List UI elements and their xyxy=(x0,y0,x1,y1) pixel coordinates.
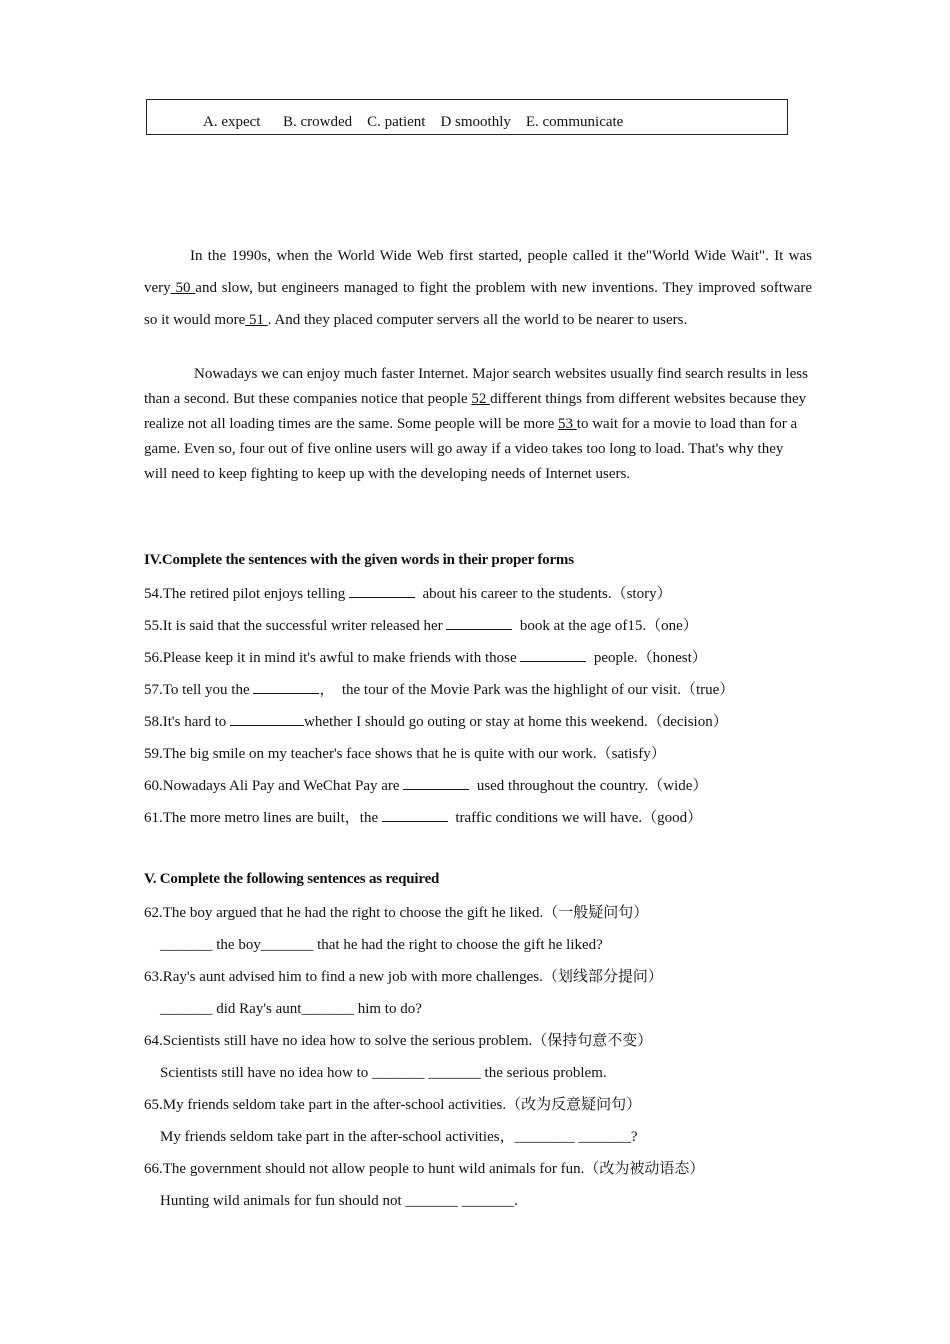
passage-text: and slow, but engineers managed to fight the problem with new inventions. They improved software so it would more xyxy=(144,280,813,328)
passage-text: . And they placed computer servers all the world to be nearer to users. xyxy=(267,312,688,328)
answer-blank[interactable] xyxy=(349,585,415,598)
question-66: 66.The government should not allow people to hunt wild animals for fun.（改为被动语态） xyxy=(144,1161,705,1177)
answer-blank[interactable] xyxy=(446,617,512,630)
answer-line-64[interactable]: Scientists still have no idea how to _______ _______ the serious problem. xyxy=(160,1065,607,1081)
question-56: 56.Please keep it in mind it's awful to make friends with those people.（honest） xyxy=(144,650,707,666)
question-65: 65.My friends seldom take part in the after-school activities.（改为反意疑问句） xyxy=(144,1097,642,1113)
blank-53: 53 xyxy=(558,416,577,432)
question-59: 59.The big smile on my teacher's face shows that he is quite with our work.（satisfy） xyxy=(144,746,666,762)
question-58: 58.It's hard to whether I should go outing or stay at home this weekend.（decision） xyxy=(144,714,728,730)
passage-text: different things from different websites because they realize not all loading times are the same. Some people will be more xyxy=(144,391,807,432)
section-4-title: IV.Complete the sentences with the given words in their proper forms xyxy=(144,552,574,568)
answer-blank[interactable] xyxy=(403,777,469,790)
question-57: 57.To tell you the ， the tour of the Movie Park was the highlight of our visit.（true） xyxy=(144,682,735,698)
question-64: 64.Scientists still have no idea how to solve the serious problem.（保持句意不变） xyxy=(144,1033,653,1049)
answer-blank[interactable] xyxy=(520,649,586,662)
blank-52: 52 xyxy=(471,391,491,407)
passage-text: Nowadays we can enjoy much faster Internet. Major search websites usually find search results in less than a second. But these companies notice that people xyxy=(144,366,808,407)
passage-text: to wait for a movie to load than for a game. Even so, four out of five online users will go away if a video takes too long to load. That's why they will need to keep fighting to keep up with the developing needs of Internet users. xyxy=(144,416,798,482)
section-5-title: V. Complete the following sentences as required xyxy=(144,871,440,887)
word-bank-box xyxy=(146,99,788,135)
answer-line-63[interactable]: _______ did Ray's aunt_______ him to do? xyxy=(160,1001,422,1017)
passage-text: In the 1990s, when the World Wide Web first started, people called it the"World Wide Wait". It was very xyxy=(144,248,812,296)
question-60: 60.Nowadays Ali Pay and WeChat Pay are used throughout the country.（wide） xyxy=(144,778,708,794)
answer-blank[interactable] xyxy=(230,713,304,726)
question-61: 61.The more metro lines are built，the traffic conditions we will have.（good） xyxy=(144,810,703,826)
passage-paragraph-1 xyxy=(144,240,812,336)
answer-blank[interactable] xyxy=(253,681,319,694)
word-bank-options: A. expect B. crowded C. patient D smoothly E. communicate xyxy=(203,114,624,130)
blank-50: 50 xyxy=(170,280,196,296)
passage-paragraph-2 xyxy=(144,362,808,487)
answer-line-66[interactable]: Hunting wild animals for fun should not _______ _______. xyxy=(160,1193,518,1209)
answer-blank[interactable] xyxy=(382,809,448,822)
answer-line-65[interactable]: My friends seldom take part in the after-school activities，________ _______? xyxy=(160,1129,638,1145)
blank-51: 51 xyxy=(245,312,268,328)
question-62: 62.The boy argued that he had the right to choose the gift he liked.（一般疑问句） xyxy=(144,905,649,921)
answer-line-62[interactable]: _______ the boy_______ that he had the right to choose the gift he liked? xyxy=(160,937,603,953)
question-63: 63.Ray's aunt advised him to find a new job with more challenges.（划线部分提问） xyxy=(144,969,663,985)
question-55: 55.It is said that the successful writer released her book at the age of15.（one） xyxy=(144,618,698,634)
question-54: 54.The retired pilot enjoys telling about his career to the students.（story） xyxy=(144,586,672,602)
